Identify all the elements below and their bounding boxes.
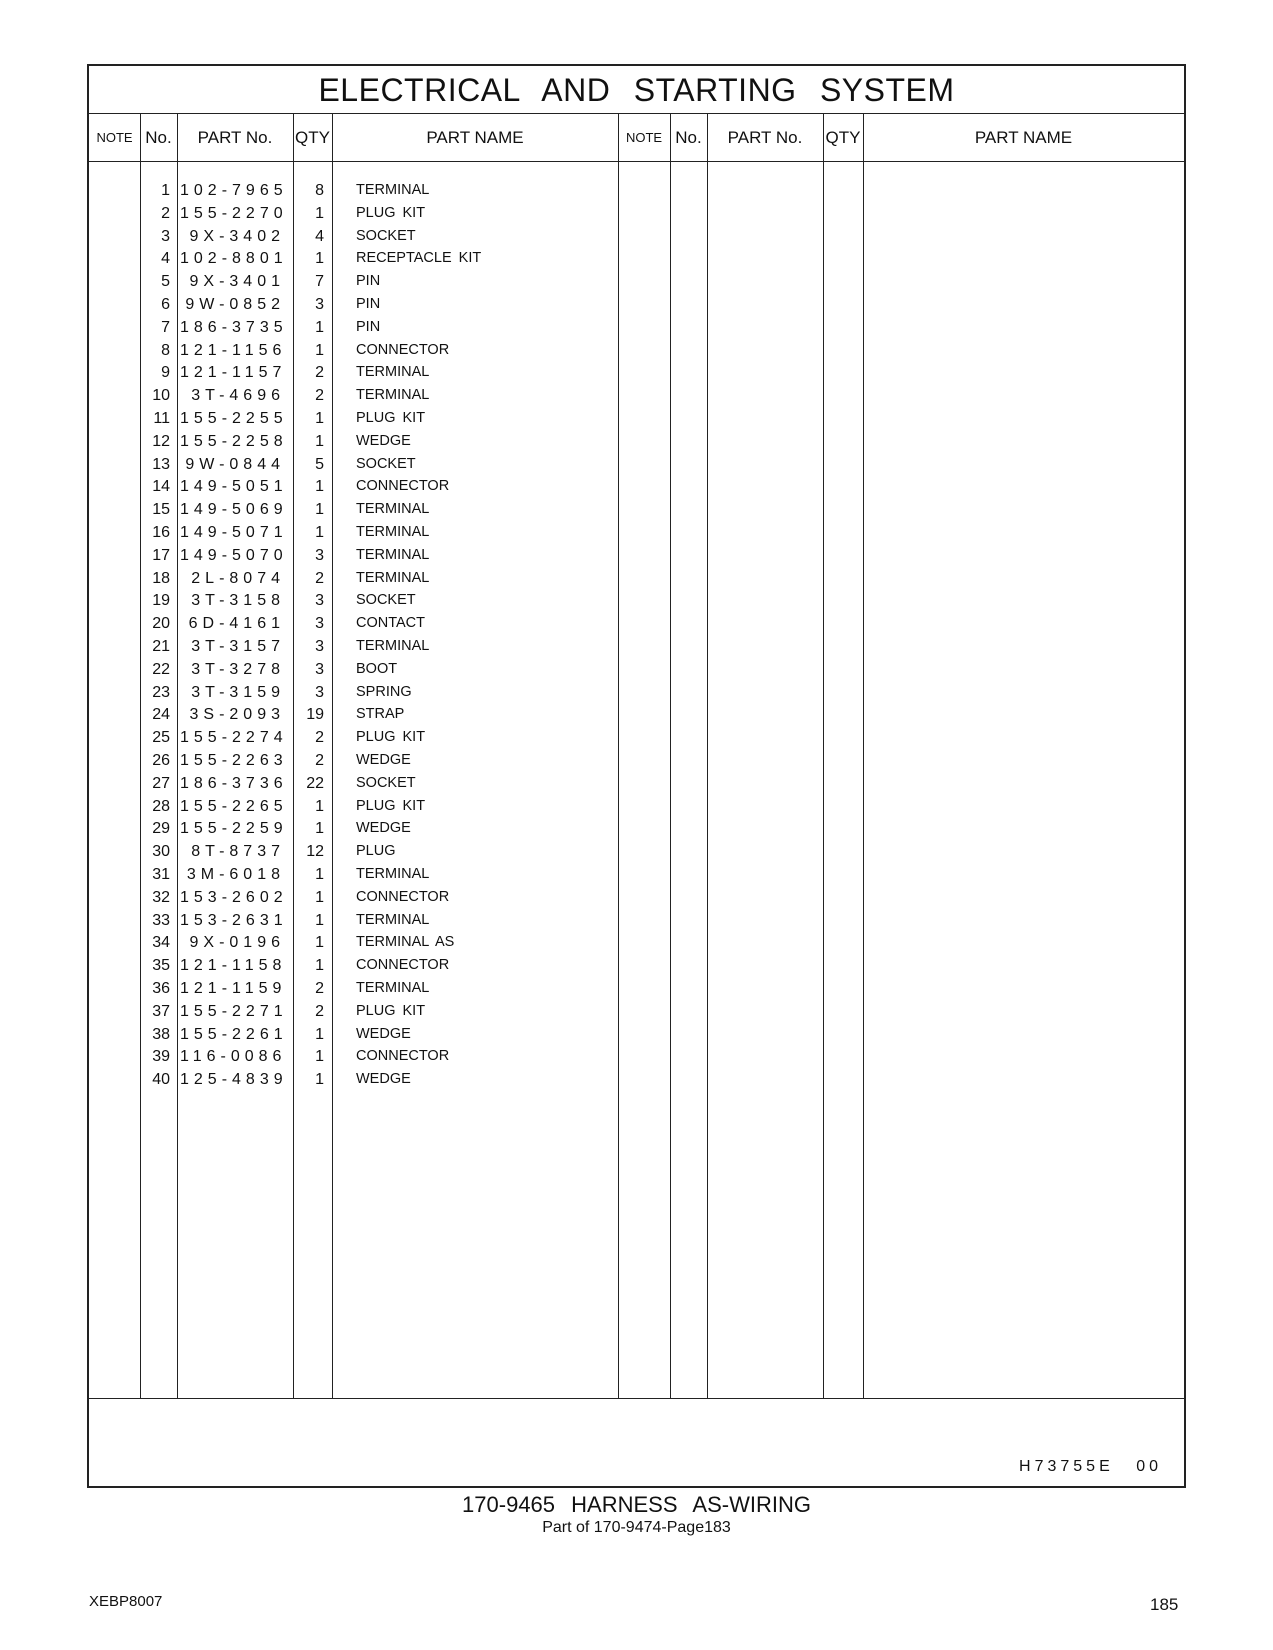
item-number: 25 [152,729,170,747]
item-number: 38 [152,1025,170,1043]
part-number: 102-7965 [180,182,288,199]
table-row [89,703,1184,726]
quantity: 1 [315,501,324,519]
table-row [89,247,1184,270]
part-name: RECEPTACLE KIT [356,250,482,267]
item-number: 40 [152,1071,170,1089]
quantity: 12 [306,843,324,861]
table-row [89,681,1184,704]
table-row [89,840,1184,863]
part-number: 8T-8737 [191,843,285,861]
part-number: 155-2255 [180,410,288,427]
part-name: CONNECTOR [356,957,450,974]
part-number: 186-3736 [180,774,288,792]
part-name: TERMINAL [356,364,430,381]
part-name: TERMINAL [356,501,430,518]
page-number: 185 [1150,1595,1179,1614]
part-name: WEDGE [356,820,411,837]
item-number: 35 [152,957,170,975]
part-name: TERMINAL [356,569,430,586]
part-number: 9X-0196 [189,934,285,952]
part-name: PIN [356,296,381,312]
part-name: TERMINAL AS [356,934,455,951]
quantity: 1 [315,888,324,906]
header-part-no-right: PART No. [727,128,803,147]
table-row [89,430,1184,453]
header-qty: QTY [295,128,330,147]
item-number: 15 [152,501,170,519]
quantity: 1 [315,524,324,541]
part-name: WEDGE [356,1071,411,1088]
table-row [89,772,1184,795]
quantity: 3 [315,296,324,313]
quantity: 5 [315,455,324,473]
part-name: PLUG KIT [356,1002,426,1019]
table-row [89,1068,1184,1091]
quantity: 1 [315,432,324,450]
part-name: PIN [356,318,381,335]
table-row [89,886,1184,909]
item-number: 16 [152,524,170,541]
item-number: 5 [161,273,170,291]
table-row [89,931,1184,954]
item-number: 20 [152,615,170,633]
part-name: STRAP [356,706,405,723]
table-row [89,1045,1184,1068]
quantity: 3 [315,546,324,564]
part-name: CONNECTOR [356,888,450,905]
item-number: 6 [161,296,170,313]
part-number: 3M-6018 [186,866,285,883]
table-row [89,384,1184,407]
part-number: 155-2261 [180,1025,288,1043]
header-part-name-right: PART NAME [974,128,1073,147]
quantity: 1 [315,478,324,496]
item-number: 8 [161,341,170,359]
part-name: BOOT [356,660,398,677]
quantity: 2 [315,729,324,747]
part-name: WEDGE [356,1025,411,1042]
part-name: SOCKET [356,227,416,244]
item-number: 23 [152,683,170,701]
table-row [89,909,1184,932]
table-row [89,361,1184,384]
part-name: TERMINAL [356,911,430,928]
quantity: 1 [315,341,324,359]
table-row [89,270,1184,293]
part-number: 155-2263 [180,752,288,769]
quantity: 22 [306,774,324,792]
quantity: 8 [315,182,324,199]
part-number: 121-1157 [180,364,287,382]
part-number: 149-5069 [180,501,288,519]
table-row [89,795,1184,818]
part-name: PLUG KIT [356,797,426,814]
quantity: 3 [315,660,324,678]
part-name: WEDGE [356,752,411,768]
header-part-no: PART No. [197,128,273,147]
part-name: CONNECTOR [356,341,450,358]
table-row [89,475,1184,498]
item-number: 29 [152,820,170,838]
part-number: 9W-0844 [185,455,285,473]
part-name: TERMINAL [356,387,430,404]
item-number: 13 [152,455,170,473]
part-number: 3T-3278 [191,660,285,678]
quantity: 2 [315,387,324,405]
item-number: 28 [152,797,170,815]
quantity: 1 [315,957,324,975]
part-number: 3T-3159 [191,683,285,701]
part-name: CONNECTOR [356,478,450,495]
item-number: 30 [152,843,170,861]
part-name: PIN [356,273,381,290]
table-row [89,202,1184,225]
quantity: 2 [315,364,324,382]
part-number: 155-2274 [180,729,288,747]
item-number: 11 [153,410,170,427]
item-number: 34 [152,934,170,952]
part-name: WEDGE [356,432,411,449]
table-row [89,635,1184,658]
table-row [89,407,1184,430]
part-name: CONTACT [356,615,426,632]
part-name: TERMINAL [356,524,430,540]
parts-list-frame [87,64,1186,1488]
table-row [89,521,1184,544]
part-number: 155-2265 [180,797,288,815]
item-number: 33 [152,911,170,929]
item-number: 27 [152,774,170,792]
item-number: 1 [161,182,170,199]
part-number: 3T-3158 [191,592,285,610]
quantity: 1 [315,911,324,929]
header-no: No. [145,128,172,147]
quantity: 1 [315,318,324,336]
table-row [89,658,1184,681]
part-number: 9X-3401 [189,273,285,291]
table-bottom-divider [89,1398,1184,1399]
quantity: 1 [315,410,324,427]
item-number: 4 [161,250,170,268]
part-name: TERMINAL [356,546,430,563]
part-name: PLUG KIT [356,729,426,746]
document-id: XEBP8007 [89,1593,163,1610]
item-number: 12 [152,432,170,450]
part-number: 116-0086 [180,1048,287,1066]
quantity: 2 [315,752,324,769]
item-number: 32 [152,888,170,906]
quantity: 1 [315,797,324,815]
item-number: 26 [152,752,170,769]
quantity: 1 [315,934,324,952]
part-number: 9X-3402 [189,227,285,245]
item-number: 7 [161,318,170,336]
table-row [89,726,1184,749]
part-number: 125-4839 [180,1071,288,1089]
table-row [89,339,1184,362]
item-number: 24 [152,706,170,724]
part-number: 149-5070 [180,546,288,564]
table-row [89,589,1184,612]
part-name: SPRING [356,683,412,700]
quantity: 19 [306,706,324,724]
quantity: 3 [315,683,324,701]
header-no-right: No. [675,128,702,147]
item-number: 37 [152,1002,170,1020]
part-number: 155-2270 [180,204,288,222]
part-name: TERMINAL [356,980,430,996]
part-name: SOCKET [356,592,416,609]
table-row [89,749,1184,772]
part-number: 155-2259 [180,820,288,838]
part-number: 155-2271 [180,1002,288,1020]
quantity: 2 [315,569,324,587]
part-number: 121-1158 [180,957,287,975]
part-name: SOCKET [356,774,416,791]
table-row [89,498,1184,521]
part-name: TERMINAL [356,182,430,198]
table-row [89,863,1184,886]
table-row [89,954,1184,977]
quantity: 3 [315,592,324,610]
part-number: 121-1156 [180,341,287,359]
header-qty-right: QTY [825,128,861,147]
quantity: 3 [315,615,324,633]
part-number: 3T-4696 [191,387,285,405]
item-number: 17 [152,546,170,564]
table-row [89,316,1184,339]
table-row [89,817,1184,840]
assembly-subtitle: Part of 170-9474-Page183 [542,1519,731,1536]
quantity: 1 [315,1071,324,1089]
quantity: 1 [315,1048,324,1066]
assembly-title: 170-9465 HARNESS AS-WIRING [462,1492,811,1517]
header-note-right: NOTE [625,130,663,145]
part-number: 9W-0852 [185,296,285,313]
item-number: 14 [152,478,170,496]
table-row [89,977,1184,1000]
table-row [89,612,1184,635]
item-number: 10 [152,387,170,405]
part-number: 2L-8074 [191,569,285,587]
part-number: 121-1159 [180,980,287,997]
quantity: 1 [315,866,324,883]
part-number: 149-5071 [180,524,288,541]
quantity: 1 [315,204,324,222]
part-number: 3T-3157 [191,638,285,655]
header-note: NOTE [96,130,133,145]
item-number: 18 [152,569,170,587]
part-number: 186-3735 [180,318,288,336]
table-row [89,225,1184,248]
part-name: PLUG KIT [356,410,426,426]
part-number: 102-8801 [180,250,288,268]
item-number: 22 [152,660,170,678]
section-title: ELECTRICAL AND STARTING SYSTEM [89,66,1184,114]
quantity: 7 [315,273,324,291]
item-number: 2 [161,204,170,222]
quantity: 1 [315,1025,324,1043]
table-row [89,567,1184,590]
item-number: 19 [152,592,170,610]
item-number: 9 [161,364,170,382]
part-number: 3S-2093 [189,706,285,724]
part-name: CONNECTOR [356,1048,450,1065]
quantity: 4 [315,227,324,245]
quantity: 2 [315,980,324,997]
part-number: 149-5051 [180,478,288,496]
part-number: 153-2631 [180,911,288,929]
quantity: 1 [315,250,324,268]
part-name: SOCKET [356,455,416,472]
drawing-code: H73755E 00 [1019,1458,1162,1475]
table-row [89,453,1184,476]
item-number: 21 [152,638,170,655]
part-number: 6D-4161 [188,615,285,633]
part-number: 153-2602 [180,888,288,906]
table-row [89,544,1184,567]
quantity: 1 [315,820,324,838]
table-row [89,1023,1184,1046]
table-row [89,179,1184,202]
header-part-name: PART NAME [426,128,524,147]
part-number: 155-2258 [180,432,288,450]
quantity: 2 [315,1002,324,1020]
part-name: PLUG [356,843,396,860]
item-number: 39 [152,1048,170,1066]
table-row [89,1000,1184,1023]
item-number: 31 [152,866,170,883]
item-number: 36 [152,980,170,997]
part-name: TERMINAL [356,866,430,882]
part-name: TERMINAL [356,638,430,654]
table-row [89,293,1184,316]
part-name: PLUG KIT [356,204,426,221]
item-number: 3 [161,227,170,245]
quantity: 3 [315,638,324,655]
